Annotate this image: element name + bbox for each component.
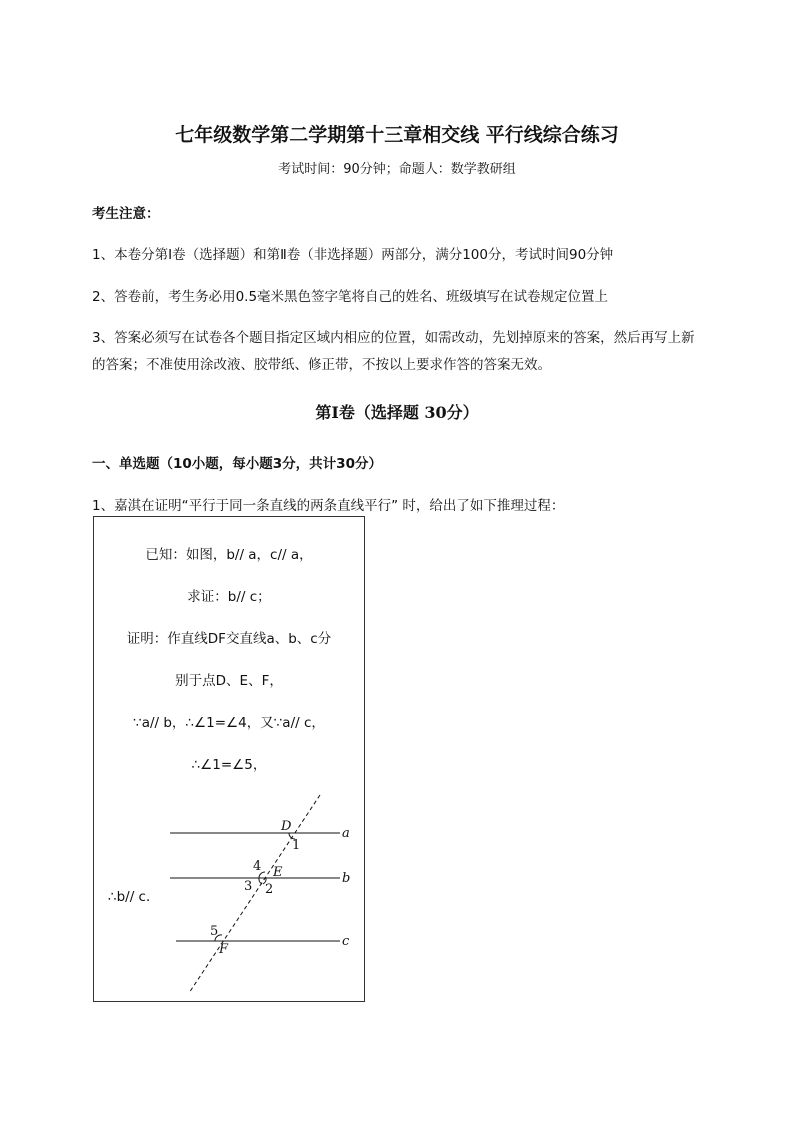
question-1-stem: 1、嘉淇在证明“平行于同一条直线的两条直线平行” 时，给出了如下推理过程：	[92, 498, 565, 514]
notice-item-1: 1、本卷分第I卷（选择题）和第Ⅱ卷（非选择题）两部分，满分100分，考试时间90分钟	[92, 247, 614, 263]
part-heading: 一、单选题（10小题，每小题3分，共计30分）	[92, 456, 382, 472]
notice-item-2: 2、答卷前，考生务必用0.5毫米黑色签字笔将自己的姓名、班级填写在试卷规定位置上	[92, 289, 609, 305]
angle-3-label: 3	[244, 879, 253, 894]
angle-5-label: 5	[210, 924, 219, 939]
exam-info: 考试时间：90分钟；命题人：数学教研组	[278, 162, 516, 177]
proof-step-3: ∵a// b，∴∠1=∠4，又∵a// c，	[133, 715, 325, 731]
transversal-df	[189, 795, 320, 993]
point-d-label: D	[281, 819, 292, 834]
line-b-label: b	[342, 871, 351, 886]
proof-step-1: 证明：作直线DF交直线a、b、c分	[126, 631, 332, 647]
notice-item-3: 3、答案必须写在试卷各个题目指定区域内相应的位置，如需改动，先划掉原来的答案，然后再写上新	[92, 330, 695, 346]
proof-step-2: 别于点D、E、F，	[175, 673, 283, 689]
parallel-lines-figure	[94, 517, 364, 1001]
line-a-label: a	[342, 826, 350, 841]
angle-1-label: 1	[292, 838, 301, 853]
notice-item-3-continued: 的答案；不准使用涂改液、胶带纸、修正带，不按以上要求作答的答案无效。	[92, 357, 551, 373]
line-c-label: c	[342, 934, 350, 949]
angle-2-label: 2	[265, 882, 274, 897]
angle-4-label: 4	[253, 859, 262, 874]
proof-conclusion: ∴b// c．	[108, 889, 160, 905]
section-title: 第I卷（选择题 30分）	[315, 403, 479, 422]
notice-heading: 考生注意：	[92, 206, 160, 222]
proof-step-4: ∴∠1=∠5，	[191, 757, 267, 773]
proof-given: 已知：如图，b// a，c// a，	[145, 547, 313, 563]
proof-to-prove: 求证：b// c；	[187, 589, 271, 605]
page-title: 七年级数学第二学期第十三章相交线 平行线综合练习	[175, 124, 619, 146]
proof-box	[93, 516, 365, 1002]
point-f-label: F	[219, 942, 229, 957]
point-e-label: E	[273, 865, 283, 880]
